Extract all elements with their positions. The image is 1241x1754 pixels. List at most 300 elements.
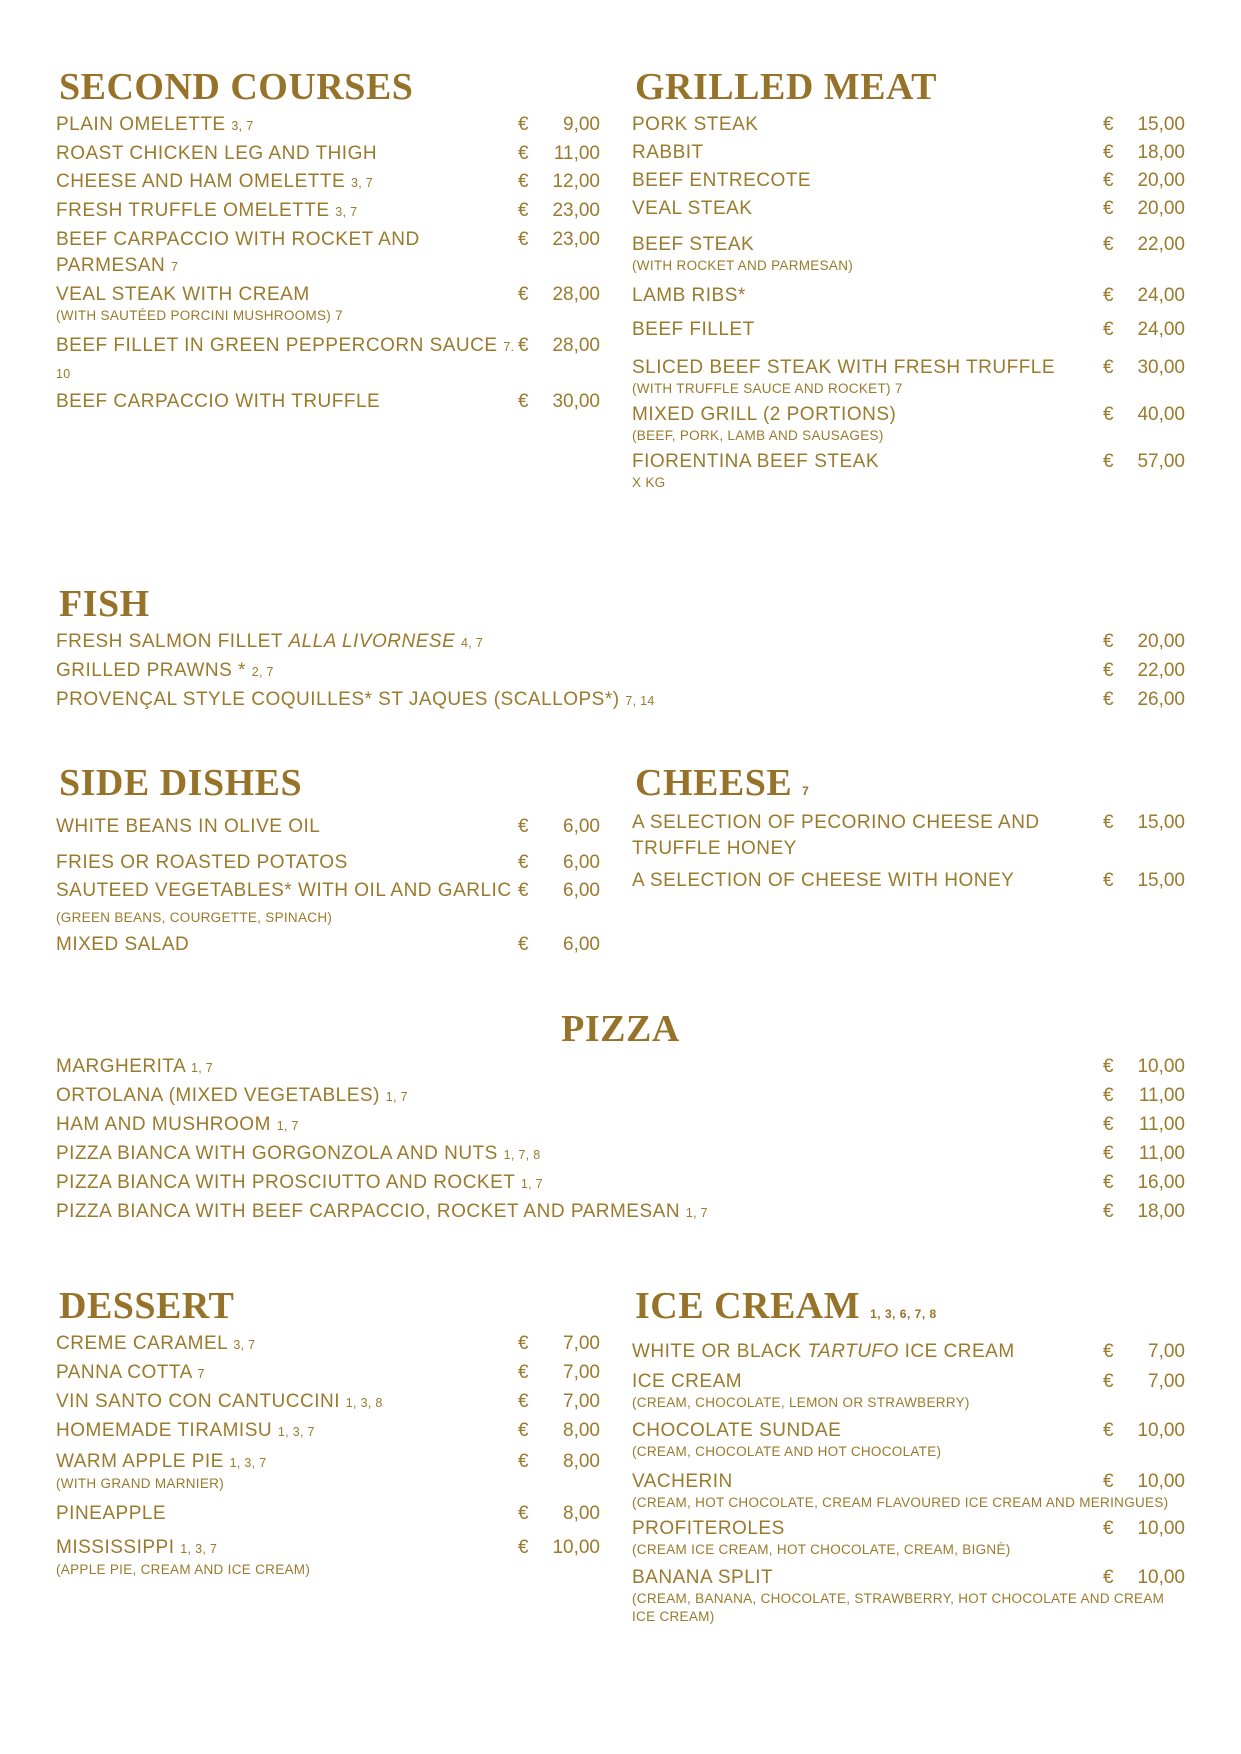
price-amount: 30,00 <box>552 391 600 412</box>
section-title: GRILLED MEAT <box>635 66 937 108</box>
item-list <box>632 810 1185 894</box>
menu-item <box>56 141 600 167</box>
price-amount: 7,00 <box>1148 1371 1185 1392</box>
currency-symbol: € <box>518 391 529 412</box>
item-allergens: 7 <box>197 1367 205 1381</box>
price-amount: 10,00 <box>1137 1056 1185 1077</box>
menu-item <box>632 196 1185 222</box>
item-price <box>518 198 600 224</box>
item-note-text: (CREAM, CHOCOLATE AND HOT CHOCOLATE) <box>632 1444 942 1459</box>
item-name-text: BEEF CARPACCIO WITH TRUFFLE <box>56 391 381 412</box>
item-price <box>1103 868 1185 894</box>
price-amount: 57,00 <box>1137 451 1185 472</box>
price-amount: 10,00 <box>552 1537 600 1558</box>
item-price <box>518 333 600 359</box>
item-price <box>518 1501 600 1527</box>
item-list <box>56 112 600 415</box>
menu-item <box>56 1331 600 1358</box>
section-title: DESSERT <box>59 1285 235 1327</box>
item-name <box>56 1535 526 1562</box>
item-name-suffix: ICE CREAM <box>898 1341 1015 1362</box>
price-amount: 20,00 <box>1137 631 1185 652</box>
section-title-allergens: 7 <box>802 784 810 798</box>
item-name-text: ROAST CHICKEN LEG AND THIGH <box>56 143 378 164</box>
menu-item <box>56 282 600 325</box>
item-name <box>632 232 1102 258</box>
item-name <box>632 112 1102 138</box>
menu-item <box>56 1199 1185 1226</box>
item-name-text: PIZZA BIANCA WITH PROSCIUTTO AND ROCKET <box>56 1172 516 1193</box>
price-amount: 8,00 <box>563 1451 600 1472</box>
currency-symbol: € <box>518 1537 529 1558</box>
menu-item <box>56 169 600 196</box>
item-name <box>56 1331 526 1358</box>
item-price <box>1103 1170 1185 1196</box>
item-price <box>518 141 600 167</box>
item-note <box>632 1443 1185 1461</box>
item-note <box>632 1394 1185 1412</box>
item-name <box>56 687 1056 714</box>
currency-symbol: € <box>518 934 529 955</box>
currency-symbol: € <box>1103 234 1114 255</box>
price-amount: 22,00 <box>1137 234 1185 255</box>
item-name-text: BANANA SPLIT <box>632 1567 774 1588</box>
item-note <box>632 1590 1185 1626</box>
menu-item <box>632 810 1185 862</box>
currency-symbol: € <box>1103 319 1114 340</box>
item-price <box>518 932 600 958</box>
item-name <box>56 282 526 308</box>
menu-item <box>56 1112 1185 1139</box>
price-amount: 28,00 <box>552 284 600 305</box>
item-name <box>56 141 526 167</box>
price-amount: 8,00 <box>563 1503 600 1524</box>
price-amount: 18,00 <box>1137 142 1185 163</box>
menu-item <box>632 140 1185 166</box>
item-name <box>56 112 526 139</box>
section-title-text: CHEESE <box>635 762 793 804</box>
item-name <box>56 227 526 280</box>
item-note-text: (BEEF, PORK, LAMB AND SAUSAGES) <box>632 428 884 443</box>
menu-item <box>632 168 1185 194</box>
item-name <box>632 402 1102 428</box>
currency-symbol: € <box>518 284 529 305</box>
item-name-text: FRESH SALMON FILLET <box>56 631 283 652</box>
menu-item <box>632 317 1185 343</box>
menu-item <box>56 932 600 958</box>
item-price <box>1103 629 1185 655</box>
price-amount: 11,00 <box>1138 1114 1185 1135</box>
item-price <box>1103 658 1185 684</box>
item-note <box>632 380 1185 398</box>
price-amount: 16,00 <box>1137 1172 1185 1193</box>
menu-item <box>56 1141 1185 1168</box>
item-price <box>518 1389 600 1415</box>
menu-item <box>56 227 600 280</box>
item-price <box>518 1535 600 1561</box>
item-allergens: 1, 3, 7 <box>277 1425 315 1439</box>
menu-item <box>56 389 600 415</box>
item-allergens: 7 <box>171 260 179 274</box>
item-name-text: PINEAPPLE <box>56 1503 167 1524</box>
item-note <box>56 1561 600 1579</box>
currency-symbol: € <box>1103 812 1114 833</box>
item-name <box>632 283 1102 309</box>
currency-symbol: € <box>518 200 529 221</box>
price-amount: 11,00 <box>1138 1085 1185 1106</box>
currency-symbol: € <box>1103 1114 1114 1135</box>
menu-item <box>632 1469 1185 1512</box>
price-amount: 8,00 <box>563 1420 600 1441</box>
item-price <box>518 169 600 195</box>
item-price <box>1103 402 1185 428</box>
price-amount: 26,00 <box>1137 689 1185 710</box>
currency-symbol: € <box>518 1391 529 1412</box>
item-name <box>632 868 1102 894</box>
item-name-text: HAM AND MUSHROOM <box>56 1114 271 1135</box>
item-note-text: (WITH SAUTÉED PORCINI MUSHROOMS) <box>56 308 332 323</box>
currency-symbol: € <box>1103 689 1114 710</box>
section-fish <box>56 583 1185 714</box>
item-name-text: FRESH TRUFFLE OMELETTE <box>56 200 330 221</box>
item-allergens: 1, 7 <box>385 1090 408 1104</box>
item-name <box>56 1083 1056 1110</box>
item-name-text: PIZZA BIANCA WITH BEEF CARPACCIO, ROCKET AND PARMESAN <box>56 1201 681 1222</box>
menu-item <box>632 283 1185 309</box>
item-allergens: 1, 3, 7 <box>229 1456 267 1470</box>
price-amount: 6,00 <box>563 934 600 955</box>
item-name <box>56 629 1056 656</box>
item-name <box>56 1054 1056 1081</box>
section-dessert <box>56 1285 600 1579</box>
item-name <box>632 355 1102 381</box>
item-name-text: BEEF FILLET IN GREEN PEPPERCORN SAUCE <box>56 335 498 356</box>
item-name-text: BEEF FILLET <box>632 319 755 340</box>
item-allergens: 1, 7 <box>191 1061 214 1075</box>
section-ice-cream <box>632 1285 1185 1626</box>
item-name <box>56 1449 526 1476</box>
currency-symbol: € <box>518 1451 529 1472</box>
menu-item <box>56 1083 1185 1110</box>
price-amount: 24,00 <box>1137 319 1185 340</box>
currency-symbol: € <box>1103 1567 1114 1588</box>
menu-item <box>56 333 600 387</box>
item-note-text: (CREAM, HOT CHOCOLATE, CREAM FLAVOURED ICE CREAM AND MERINGUES) <box>632 1495 1169 1510</box>
price-amount: 7,00 <box>563 1391 600 1412</box>
item-list <box>56 814 600 958</box>
item-name <box>632 449 1102 475</box>
currency-symbol: € <box>518 1420 529 1441</box>
menu-item <box>632 1369 1185 1412</box>
currency-symbol: € <box>518 114 529 135</box>
item-name <box>632 140 1102 166</box>
item-name <box>56 389 526 415</box>
item-note-text: (WITH TRUFFLE SAUCE AND ROCKET) <box>632 381 891 396</box>
currency-symbol: € <box>518 335 529 356</box>
menu-item <box>632 868 1185 894</box>
item-name-text: ORTOLANA (MIXED VEGETABLES) <box>56 1085 380 1106</box>
item-name-text: PLAIN OMELETTE <box>56 114 226 135</box>
currency-symbol: € <box>1103 1201 1114 1222</box>
item-name <box>56 850 526 876</box>
item-name-text: PORK STEAK <box>632 114 759 135</box>
item-price <box>1103 283 1185 309</box>
item-list <box>56 1331 600 1579</box>
item-name <box>56 658 1056 685</box>
price-amount: 40,00 <box>1137 404 1185 425</box>
item-price <box>518 1418 600 1444</box>
price-amount: 23,00 <box>552 200 600 221</box>
item-price <box>1103 1141 1185 1167</box>
item-name <box>56 1170 1056 1197</box>
currency-symbol: € <box>1103 660 1114 681</box>
item-price <box>1103 112 1185 138</box>
item-list <box>56 1054 1185 1226</box>
item-name <box>632 317 1102 343</box>
item-price <box>518 282 600 308</box>
item-name-text: A SELECTION OF CHEESE WITH HONEY <box>632 870 1015 891</box>
currency-symbol: € <box>518 1362 529 1383</box>
menu-item <box>56 1535 600 1579</box>
item-name <box>632 1565 1102 1591</box>
item-name <box>632 1369 1102 1395</box>
menu-item <box>56 878 600 930</box>
item-price <box>518 1331 600 1357</box>
item-price <box>518 878 600 904</box>
section-title: SIDE DISHES <box>59 762 303 804</box>
currency-symbol: € <box>1103 1341 1114 1362</box>
section-cheese <box>632 762 1185 894</box>
item-note <box>632 474 1185 492</box>
section-title: FISH <box>59 583 150 625</box>
menu-item <box>56 1054 1185 1081</box>
price-amount: 11,00 <box>553 143 600 164</box>
item-price <box>1103 1516 1185 1542</box>
item-name-text: PROFITEROLES <box>632 1518 785 1539</box>
currency-symbol: € <box>1103 1371 1114 1392</box>
item-note-text: (WITH GRAND MARNIER) <box>56 1476 224 1491</box>
section-side-dishes <box>56 762 600 958</box>
item-price <box>1103 168 1185 194</box>
menu-item <box>56 629 1185 656</box>
item-name-text: VIN SANTO CON CANTUCCINI <box>56 1391 341 1412</box>
item-name <box>56 1360 526 1387</box>
item-price <box>518 389 600 415</box>
menu-item <box>632 402 1185 445</box>
item-note <box>632 1541 1185 1559</box>
item-name-text: VACHERIN <box>632 1471 733 1492</box>
item-note <box>56 1475 600 1493</box>
item-allergens: 7, 14 <box>625 694 655 708</box>
item-name-text: MIXED GRILL (2 PORTIONS) <box>632 404 897 425</box>
currency-symbol: € <box>1103 1143 1114 1164</box>
item-name <box>632 1469 1102 1495</box>
item-allergens: 3, 7 <box>335 205 358 219</box>
item-name-text: RABBIT <box>632 142 704 163</box>
item-allergens: 1, 7 <box>520 1177 543 1191</box>
menu-item <box>632 1565 1185 1626</box>
item-name <box>56 333 526 387</box>
menu-item <box>56 1360 600 1387</box>
section-title: PIZZA <box>561 1008 680 1050</box>
item-name-text: GRILLED PRAWNS * <box>56 660 246 681</box>
item-allergens: 7. 10 <box>56 340 515 381</box>
item-note-text: (APPLE PIE, CREAM AND ICE CREAM) <box>56 1562 311 1577</box>
item-note-text: (CREAM ICE CREAM, HOT CHOCOLATE, CREAM, BIGNÈ) <box>632 1542 1011 1557</box>
item-name <box>56 814 526 840</box>
item-name-text: VEAL STEAK WITH CREAM <box>56 284 310 305</box>
item-price <box>1103 1469 1185 1495</box>
item-name-text: MARGHERITA <box>56 1056 186 1077</box>
item-price <box>1103 1418 1185 1444</box>
menu-item <box>632 355 1185 398</box>
price-amount: 18,00 <box>1137 1201 1185 1222</box>
item-name-text: PIZZA BIANCA WITH GORGONZOLA AND NUTS <box>56 1143 498 1164</box>
item-price <box>1103 232 1185 258</box>
item-price <box>518 112 600 138</box>
item-price <box>518 850 600 876</box>
price-amount: 7,00 <box>1148 1341 1185 1362</box>
currency-symbol: € <box>1103 357 1114 378</box>
item-name-text: PROVENÇAL STYLE COQUILLES* ST JAQUES (SCALLOPS*) <box>56 689 620 710</box>
item-name <box>56 1389 526 1416</box>
item-name-text: SAUTEED VEGETABLES* WITH OIL AND GARLIC <box>56 880 512 901</box>
currency-symbol: € <box>1103 1085 1114 1106</box>
currency-symbol: € <box>1103 170 1114 191</box>
currency-symbol: € <box>1103 198 1114 219</box>
item-price <box>1103 196 1185 222</box>
item-name <box>632 1516 1102 1542</box>
price-amount: 10,00 <box>1137 1420 1185 1441</box>
section-title: SECOND COURSES <box>59 66 414 108</box>
currency-symbol: € <box>1103 1172 1114 1193</box>
item-price <box>1103 810 1185 836</box>
item-price <box>1103 449 1185 475</box>
currency-symbol: € <box>1103 1471 1114 1492</box>
item-list <box>56 629 1185 714</box>
item-name-text: BEEF STEAK <box>632 234 755 255</box>
menu-item <box>632 449 1185 492</box>
section-second-courses <box>56 66 600 415</box>
menu-item <box>56 1449 600 1493</box>
item-name <box>632 1339 1102 1365</box>
item-name <box>56 169 526 196</box>
item-price <box>1103 1083 1185 1109</box>
price-amount: 20,00 <box>1137 198 1185 219</box>
item-note-allergens: 7 <box>894 381 903 396</box>
item-name-text: WHITE OR BLACK <box>632 1341 802 1362</box>
item-price <box>1103 1112 1185 1138</box>
currency-symbol: € <box>518 171 529 192</box>
currency-symbol: € <box>1103 285 1114 306</box>
item-name-text: WARM APPLE PIE <box>56 1451 224 1472</box>
currency-symbol: € <box>518 852 529 873</box>
menu-item <box>632 1516 1185 1559</box>
item-name <box>632 196 1102 222</box>
item-price <box>518 1360 600 1386</box>
item-note: (GREEN BEANS, COURGETTE, SPINACH) <box>56 910 333 925</box>
item-name <box>632 168 1102 194</box>
item-price <box>1103 1054 1185 1080</box>
item-name <box>56 1112 1056 1139</box>
item-list <box>632 112 1185 492</box>
menu-item <box>56 658 1185 685</box>
item-price <box>518 227 600 253</box>
menu-item <box>632 232 1185 275</box>
menu-item <box>56 1389 600 1416</box>
item-name-text: CHEESE AND HAM OMELETTE <box>56 171 346 192</box>
item-name <box>632 810 1102 862</box>
price-amount: 28,00 <box>552 335 600 356</box>
menu-item <box>56 687 1185 714</box>
menu-item <box>56 112 600 139</box>
section-title <box>635 1285 1185 1335</box>
item-allergens: 1, 3, 8 <box>345 1396 383 1410</box>
currency-symbol: € <box>1103 1518 1114 1539</box>
price-amount: 10,00 <box>1137 1518 1185 1539</box>
price-amount: 10,00 <box>1137 1567 1185 1588</box>
item-name <box>56 1418 526 1445</box>
item-note-text: X KG <box>632 475 666 490</box>
item-name <box>56 1141 1056 1168</box>
item-allergens: 1, 7 <box>276 1119 299 1133</box>
price-amount: 23,00 <box>552 229 600 250</box>
currency-symbol: € <box>1103 114 1114 135</box>
item-price <box>518 814 600 840</box>
currency-symbol: € <box>518 143 529 164</box>
currency-symbol: € <box>518 1503 529 1524</box>
item-price <box>1103 1339 1185 1365</box>
item-name-text: WHITE BEANS IN OLIVE OIL <box>56 816 321 837</box>
item-list <box>632 1339 1185 1626</box>
item-name <box>632 1418 1102 1444</box>
menu-item <box>632 1339 1185 1365</box>
item-note-allergens: 7 <box>335 308 343 323</box>
price-amount: 7,00 <box>563 1362 600 1383</box>
item-note <box>632 427 1185 445</box>
item-name-text: BEEF ENTRECOTE <box>632 170 812 191</box>
item-name <box>56 878 526 930</box>
item-note <box>632 1494 1185 1512</box>
item-name-text: FRIES OR ROASTED POTATOS <box>56 852 348 873</box>
item-name-text: ICE CREAM <box>632 1371 743 1392</box>
item-name-italic: TARTUFO <box>807 1341 899 1362</box>
section-grilled-meat <box>632 66 1185 492</box>
price-amount: 11,00 <box>1138 1143 1185 1164</box>
item-price <box>1103 1565 1185 1591</box>
price-amount: 22,00 <box>1137 660 1185 681</box>
item-name <box>56 932 526 958</box>
price-amount: 12,00 <box>552 171 600 192</box>
item-name <box>56 198 526 225</box>
price-amount: 7,00 <box>563 1333 600 1354</box>
item-name-italic: ALLA LIVORNESE <box>288 631 456 652</box>
item-note-text: (WITH ROCKET AND PARMESAN) <box>632 258 854 273</box>
item-name-text: LAMB RIBS* <box>632 285 746 306</box>
price-amount: 20,00 <box>1137 170 1185 191</box>
item-allergens: 1, 7, 8 <box>503 1148 541 1162</box>
section-title-text: ICE CREAM <box>635 1285 861 1327</box>
item-allergens: 3, 7 <box>233 1338 256 1352</box>
price-amount: 6,00 <box>563 880 600 901</box>
item-name-text: MISSISSIPPI <box>56 1537 175 1558</box>
item-name <box>56 1199 1056 1226</box>
price-amount: 30,00 <box>1137 357 1185 378</box>
item-name-text: PANNA COTTA <box>56 1362 192 1383</box>
item-note <box>56 307 600 325</box>
price-amount: 6,00 <box>563 816 600 837</box>
currency-symbol: € <box>518 880 529 901</box>
